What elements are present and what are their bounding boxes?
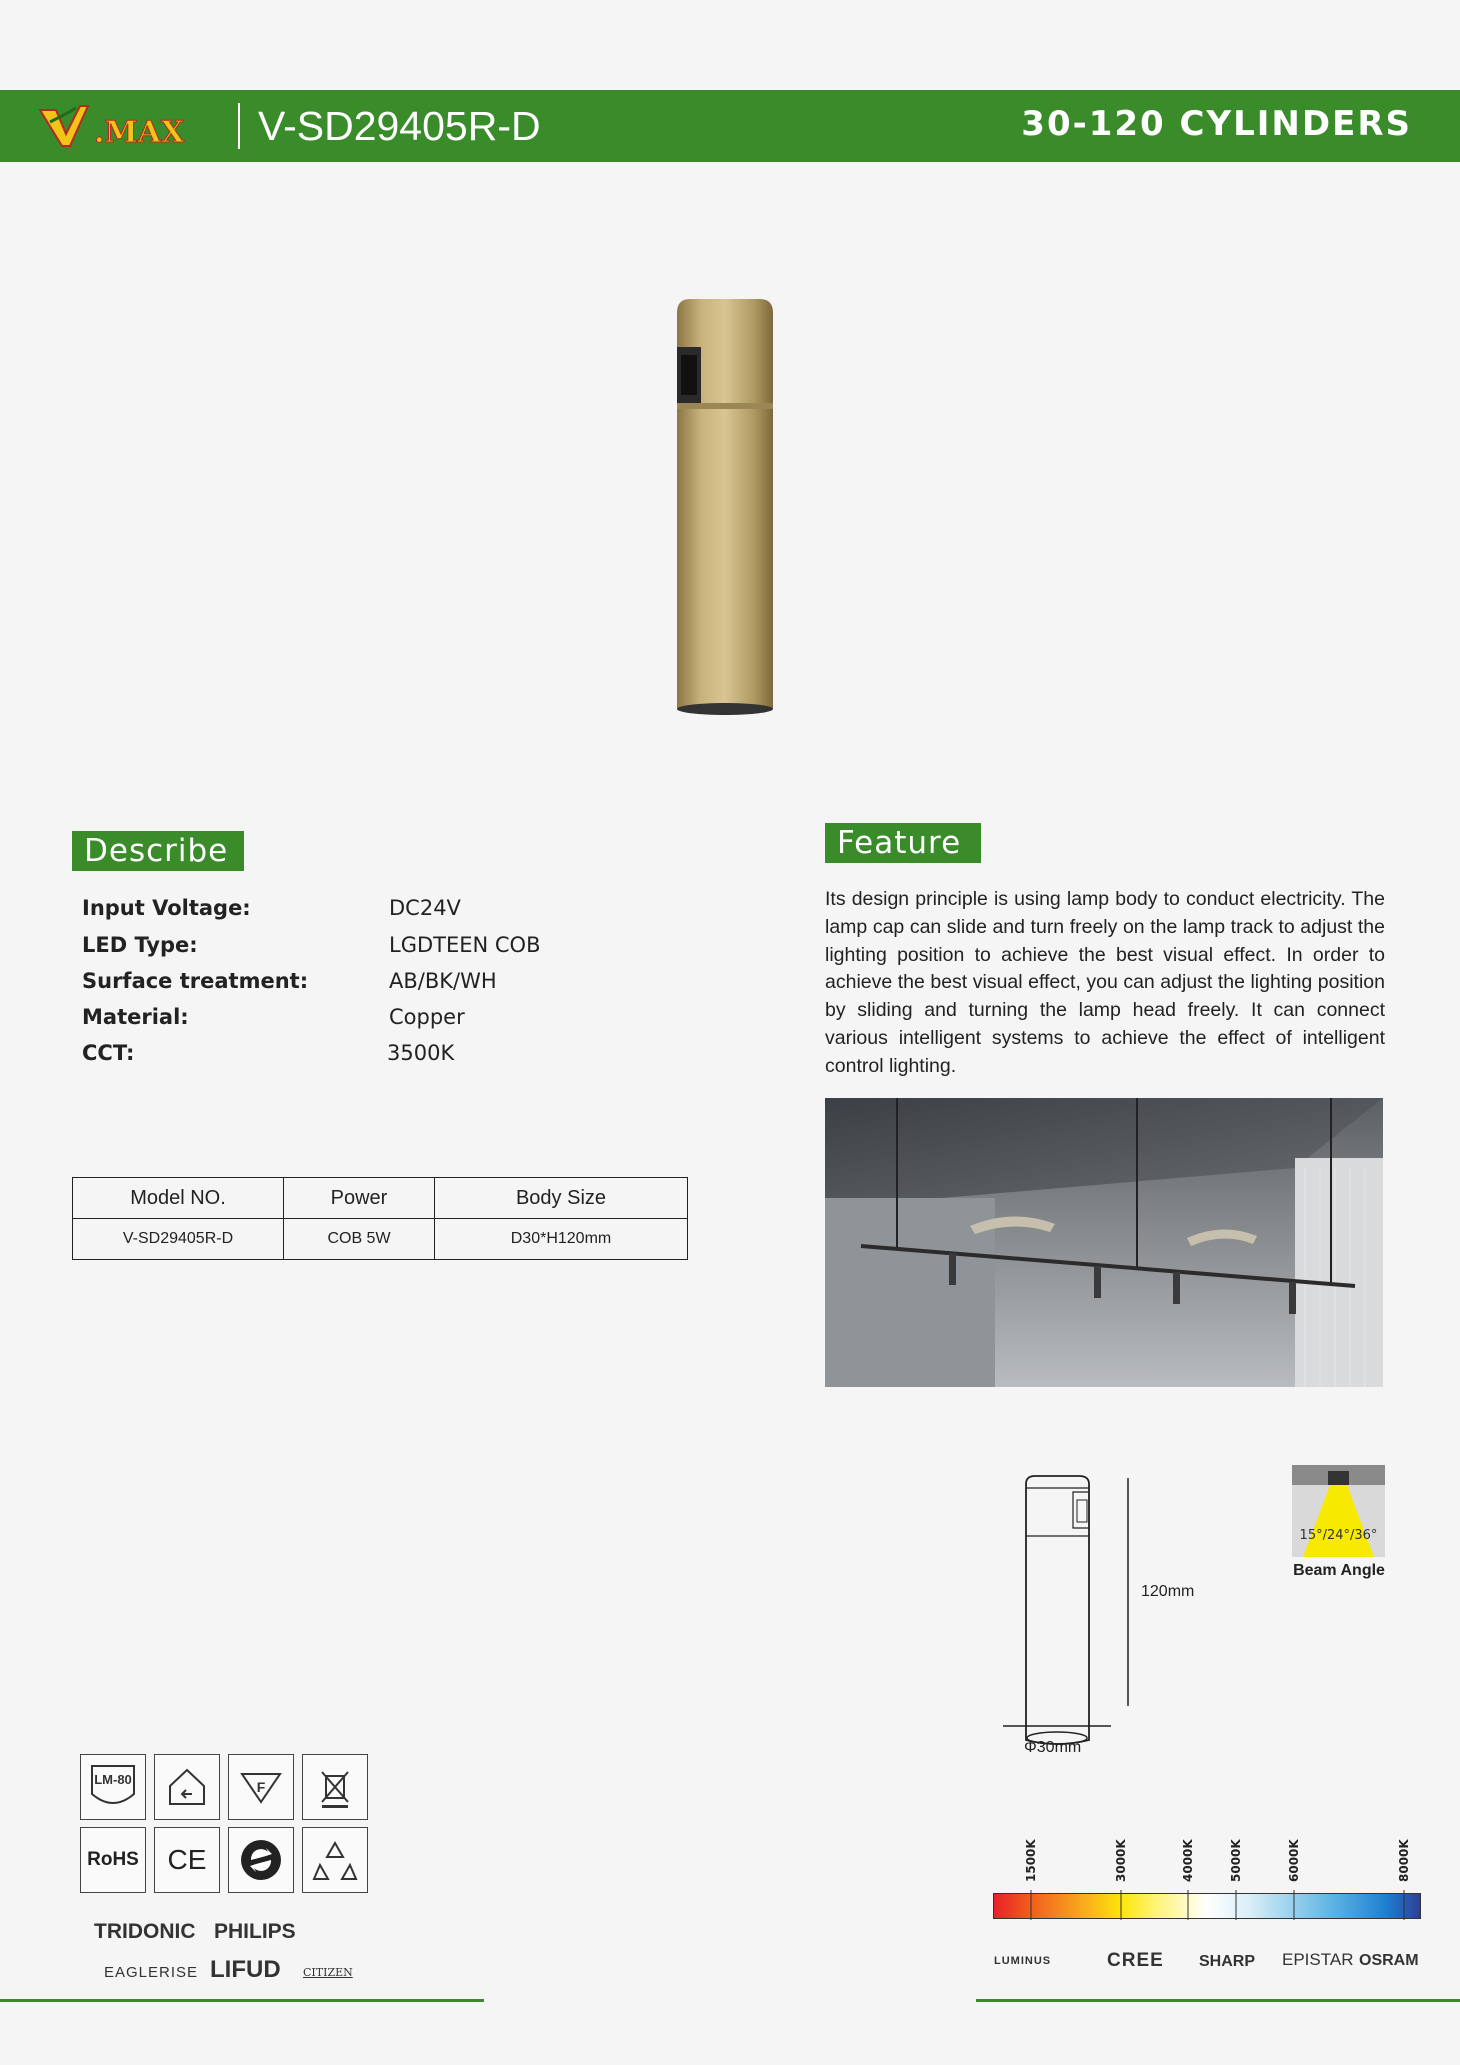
beam-angle-values: 15°/24°/36°: [1299, 1528, 1378, 1543]
table-row: [73, 1219, 688, 1260]
svg-text:F: F: [256, 1779, 266, 1795]
brand-cree: CREE: [1107, 1950, 1164, 1971]
brand-philips: PHILIPS: [214, 1920, 296, 1943]
cct-tick-label: 5000K: [1229, 1839, 1243, 1882]
spec-value: DC24V: [389, 896, 461, 920]
spec-label: Material:: [82, 1005, 189, 1029]
cct-tick-label: 4000K: [1181, 1839, 1195, 1882]
spec-value: Copper: [389, 1005, 465, 1029]
footer-line-left: [0, 1999, 484, 2002]
cct-tick-lines: [993, 1890, 1421, 1922]
table-cell: COB 5W: [284, 1219, 435, 1260]
f-mark-icon: [228, 1754, 294, 1820]
height-dimension: 120mm: [1141, 1583, 1195, 1600]
beam-angle-label: Beam Angle: [1293, 1562, 1385, 1579]
spec-value: LGDTEEN COB: [389, 933, 541, 957]
table-cell: V-SD29405R-D: [73, 1219, 284, 1260]
footer-line-right: [976, 1999, 1460, 2002]
rohs-icon: RoHS: [80, 1827, 146, 1893]
recycle-icon: [302, 1827, 368, 1893]
brand-lifud: LIFUD: [210, 1956, 281, 1983]
diameter-dimension: Φ30mm: [1024, 1739, 1082, 1756]
vmax-logo: [36, 100, 226, 152]
cct-tick-label: 3000K: [1114, 1839, 1128, 1882]
svg-text:LM-80: LM-80: [94, 1772, 132, 1787]
cct-tick-label: 8000K: [1397, 1839, 1411, 1882]
spec-label: Input Voltage:: [82, 896, 251, 920]
table-header: Model NO.: [73, 1178, 284, 1219]
spec-table: [72, 1177, 688, 1260]
application-scene-image: [825, 1098, 1383, 1387]
spec-label: LED Type:: [82, 933, 198, 957]
spec-label: CCT:: [82, 1041, 135, 1065]
feature-description: Its design principle is using lamp body to conduct electricity. The lamp cap can slide and turn freely on the lamp track to adjust the lighting position to achieve the best visual effect. In order to achieve the best visual effect, you can adjust the lighting position by sliding and turning the lamp head freely. It can connect various intelligent systems to achieve the effect of intelligent control lighting.: [825, 888, 1385, 1077]
cct-tick-label: 6000K: [1287, 1839, 1301, 1882]
spec-value: 3500K: [387, 1041, 455, 1065]
table-header: Power: [284, 1178, 435, 1219]
category-title: 30-120 CYLINDERS: [1021, 104, 1412, 144]
model-title: V-SD29405R-D: [258, 103, 541, 149]
spec-label: Surface treatment:: [82, 969, 309, 993]
describe-heading: Describe: [72, 831, 244, 871]
brand-epistar: EPISTAR: [1282, 1950, 1354, 1969]
beam-angle-icon: [1292, 1465, 1385, 1557]
green-dot-icon: [228, 1827, 294, 1893]
brand-sharp: SHARP: [1199, 1953, 1256, 1970]
feature-heading: Feature: [825, 823, 981, 863]
spec-value: AB/BK/WH: [389, 969, 497, 993]
dimension-drawing: [995, 1470, 1195, 1760]
ce-icon: CE: [154, 1827, 220, 1893]
svg-text:.MAX: .MAX: [94, 115, 185, 150]
brand-osram: OSRAM: [1359, 1952, 1419, 1969]
brand-luminus: LUMINUS: [994, 1955, 1052, 1967]
cct-tick-label: 1500K: [1024, 1839, 1038, 1882]
product-image: [660, 295, 790, 730]
header-divider: [238, 103, 240, 149]
table-header: Body Size: [435, 1178, 688, 1219]
lm80-cert-icon: [80, 1754, 146, 1820]
table-cell: D30*H120mm: [435, 1219, 688, 1260]
table-header-row: [73, 1178, 688, 1219]
weee-bin-icon: [302, 1754, 368, 1820]
brand-citizen: CITIZEN: [303, 1966, 353, 1979]
indoor-use-icon: [154, 1754, 220, 1820]
brand-tridonic: TRIDONIC: [94, 1920, 196, 1943]
brand-eaglerise: EAGLERISE: [104, 1964, 199, 1981]
